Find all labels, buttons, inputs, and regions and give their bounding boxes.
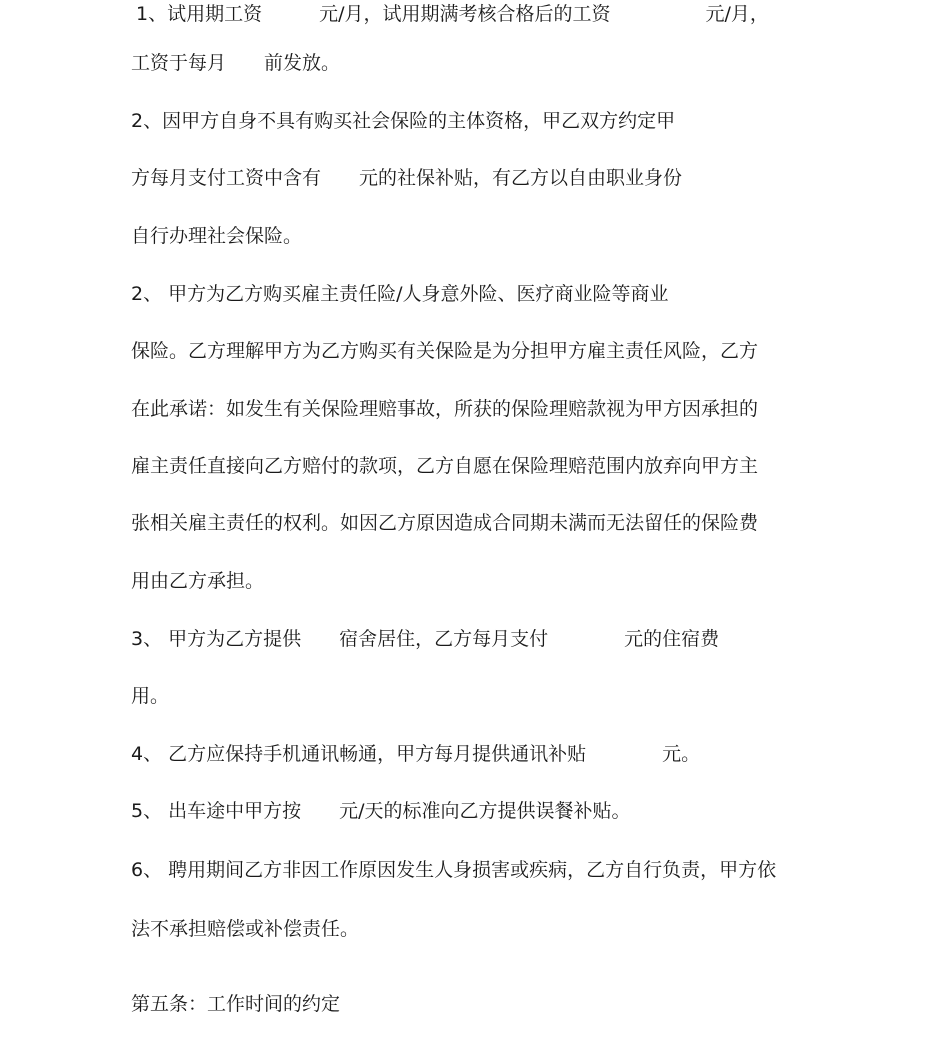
text-line: 2、因甲方自身不具有购买社会保险的主体资格，甲乙双方约定甲 [131,110,676,132]
text-line: 用。 [131,685,170,707]
text-line: 保险。乙方理解甲方为乙方购买有关保险是为分担甲方雇主责任风险，乙方 [131,340,759,362]
text-line: 3、 甲方为乙方提供 宿舍居住，乙方每月支付 元的住宿费 [131,628,720,650]
text-line: 方每月支付工资中含有 元的社保补贴，有乙方以自由职业身份 [131,167,683,189]
text-line: 1、试用期工资 元/月，试用期满考核合格后的工资 元/月， [136,3,769,25]
text-line: 张相关雇主责任的权利。如因乙方原因造成合同期未满而无法留任的保险费 [131,512,759,534]
text-line: 用由乙方承担。 [131,570,265,592]
text-line: 法不承担赔偿或补偿责任。 [131,918,360,940]
text-line: 自行办理社会保险。 [131,225,303,247]
text-line: 在此承诺：如发生有关保险理赔事故，所获的保险理赔款视为甲方因承担的 [131,398,759,420]
text-line: 工资于每月 前发放。 [131,52,341,74]
text-line: 5、 出车途中甲方按 元/天的标准向乙方提供误餐补贴。 [131,800,631,822]
text-line: 4、 乙方应保持手机通讯畅通，甲方每月提供通讯补贴 元。 [131,743,701,765]
section-heading: 第五条：工作时间的约定 [131,993,341,1015]
text-line: 2、 甲方为乙方购买雇主责任险/人身意外险、医疗商业险等商业 [131,283,669,305]
text-line: 雇主责任直接向乙方赔付的款项，乙方自愿在保险理赔范围内放弃向甲方主 [131,455,759,477]
text-line: 6、 聘用期间乙方非因工作原因发生人身损害或疾病，乙方自行负责，甲方依 [131,859,777,881]
